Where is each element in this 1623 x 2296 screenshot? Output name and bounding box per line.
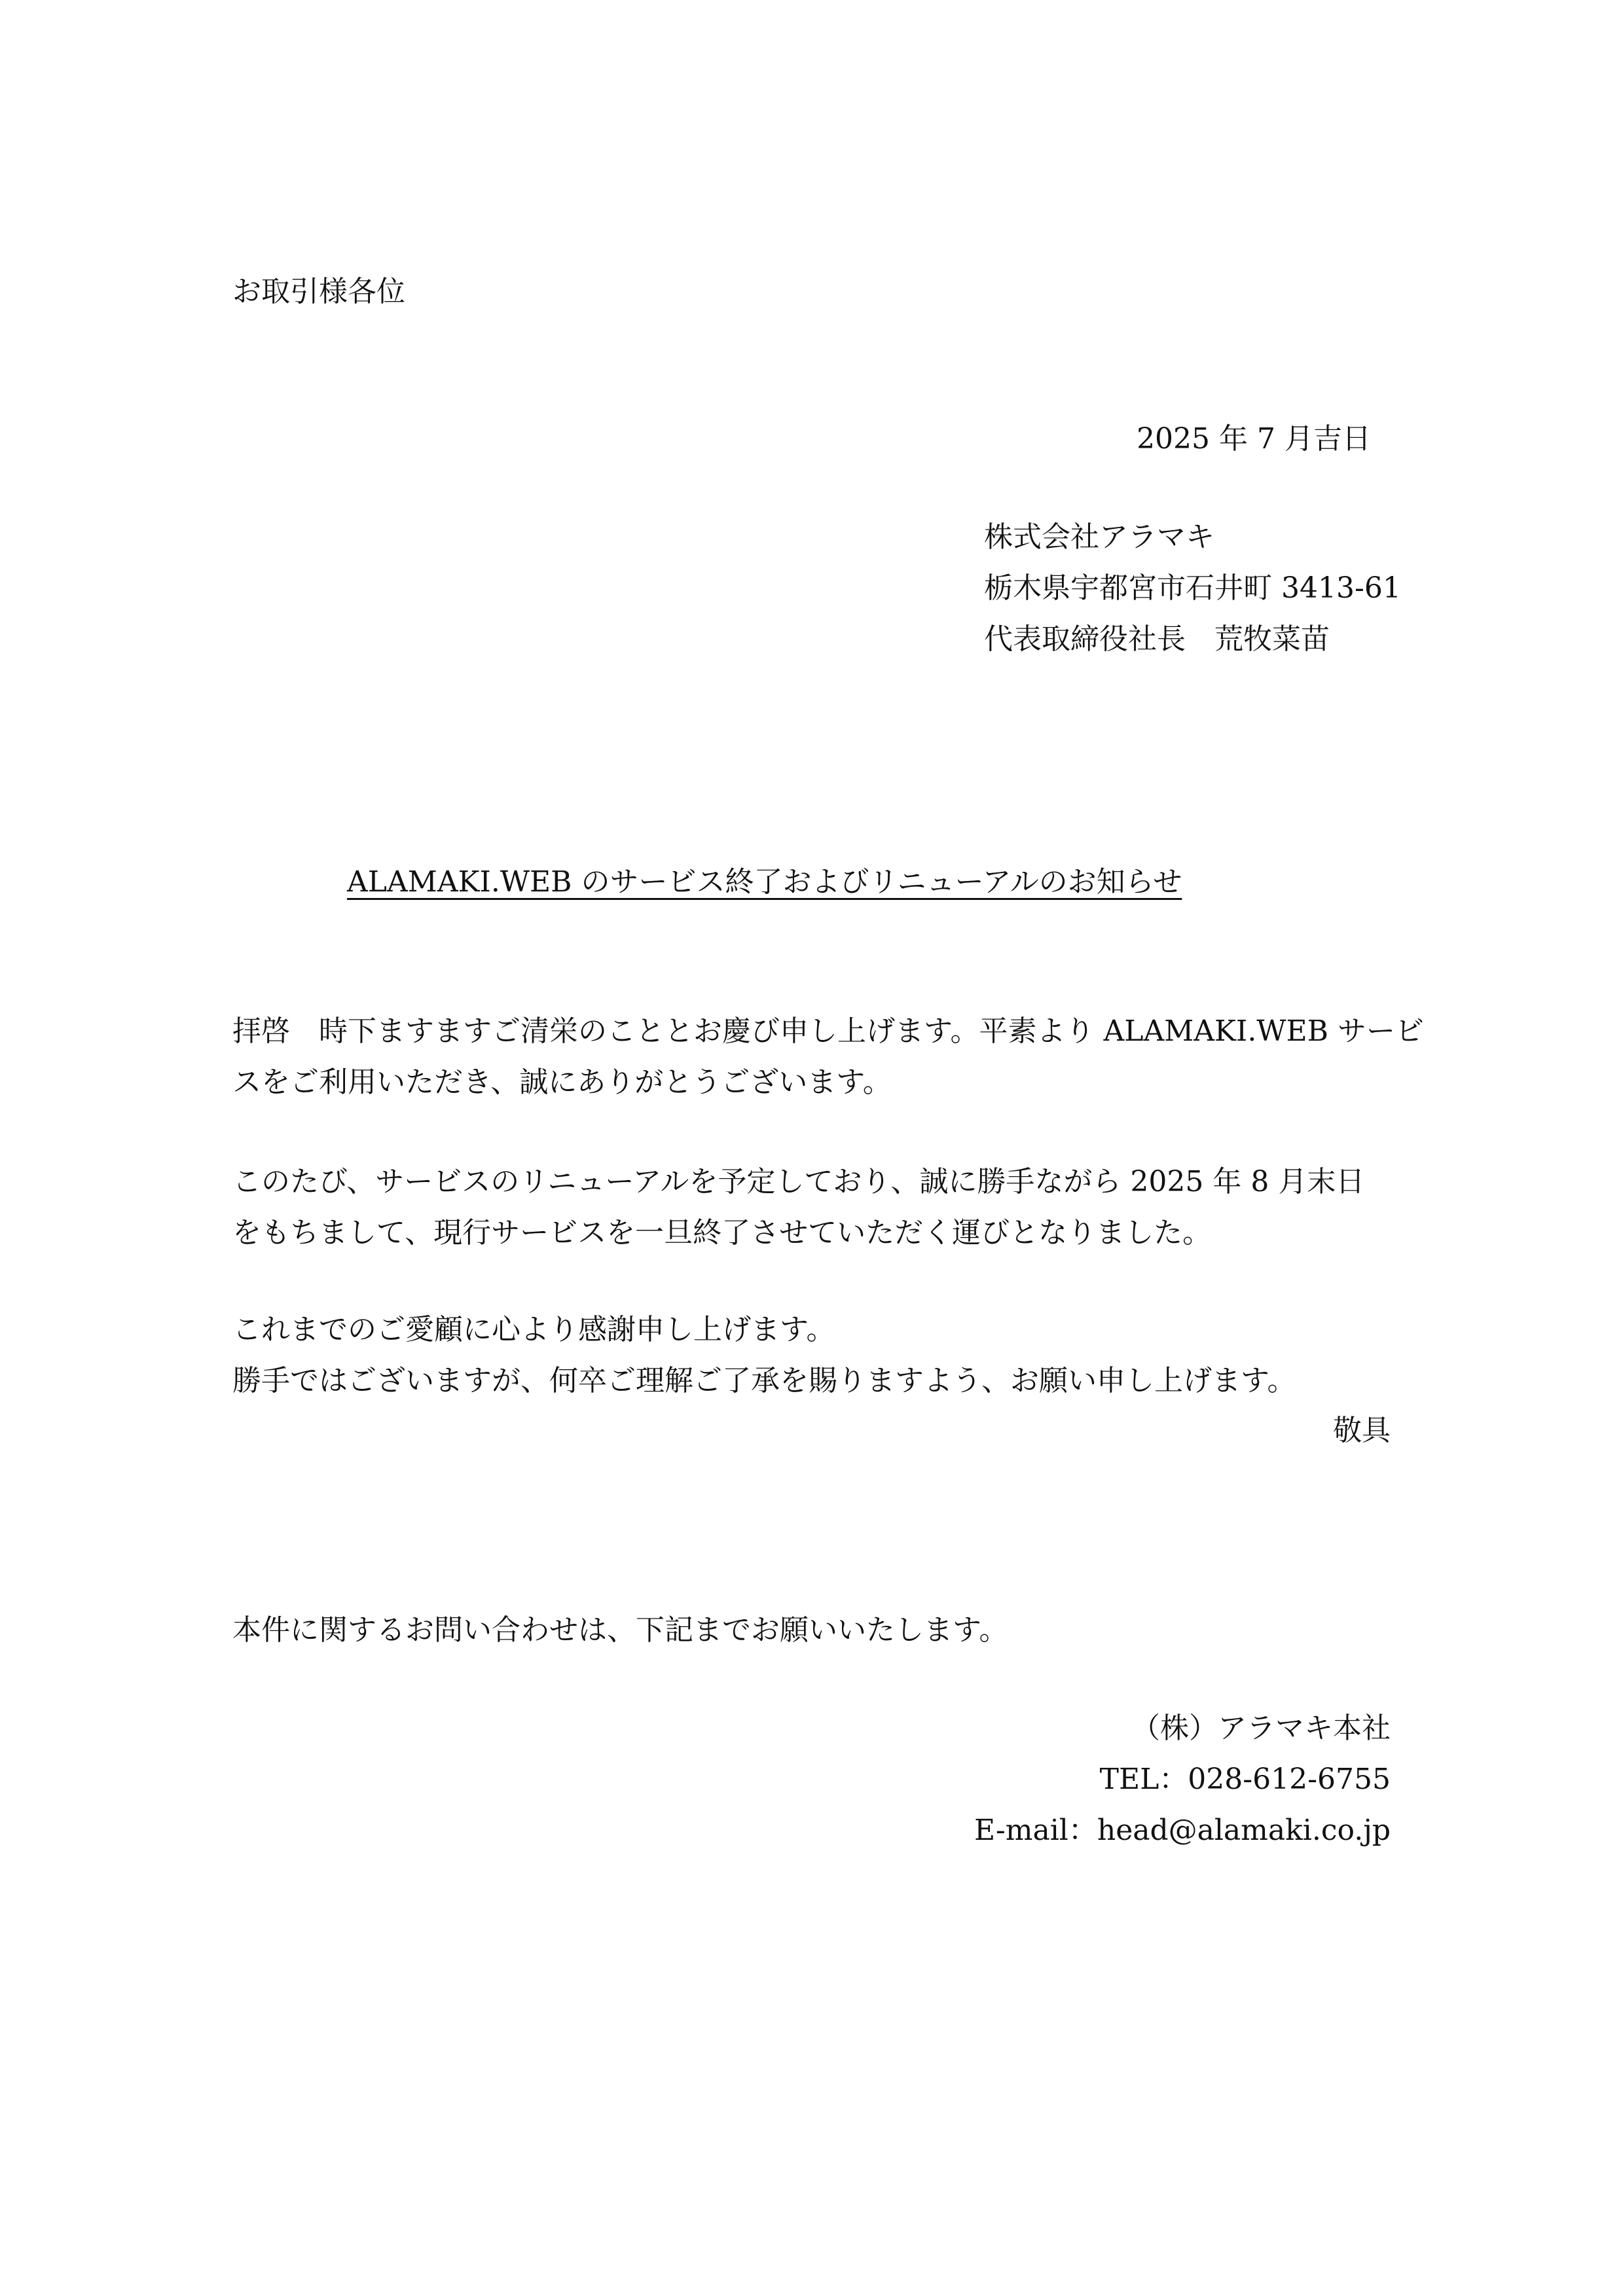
body-paragraph-1-line-2: スをご利用いただき、誠にありがとうございます。: [232, 1066, 892, 1099]
contact-intro: 本件に関するお問い合わせは、下記までお願いいたします。: [232, 1613, 1008, 1647]
body-paragraph-1-line-1: 拝啓 時下ますますご清栄のこととお慶び申し上げます。平素より ALAMAKI.WEB サービ: [232, 1014, 1424, 1048]
sender-company: 株式会社アラマキ: [984, 520, 1214, 554]
body-paragraph-2-line-1: このたび、サービスのリニューアルを予定しており、誠に勝手ながら 2025 年 8 月末日: [232, 1165, 1365, 1198]
recipient: お取引様各位: [232, 275, 405, 308]
body-paragraph-3-line-2: 勝手ではございますが、何卒ご理解ご了承を賜りますよう、お願い申し上げます。: [232, 1364, 1296, 1397]
notice-title: ALAMAKI.WEB のサービス終了およびリニューアルのお知らせ: [347, 865, 1182, 899]
closing-keigu: 敬具: [1333, 1414, 1391, 1447]
body-paragraph-2-line-2: をもちまして、現行サービスを一旦終了させていただく運びとなりました。: [232, 1216, 1212, 1249]
sender-representative: 代表取締役社長 荒牧菜苗: [984, 622, 1330, 656]
contact-office: （株）アラマキ本社: [1131, 1712, 1391, 1745]
date: 2025 年 7 月吉日: [1137, 422, 1371, 456]
contact-email: E-mail：head@alamaki.co.jp: [974, 1814, 1391, 1847]
sender-address: 栃木県宇都宮市石井町 3413-61: [984, 571, 1401, 605]
body-paragraph-3-line-1: これまでのご愛顧に心より感謝申し上げます。: [232, 1313, 835, 1346]
contact-tel: TEL：028-612-6755: [1099, 1763, 1391, 1796]
